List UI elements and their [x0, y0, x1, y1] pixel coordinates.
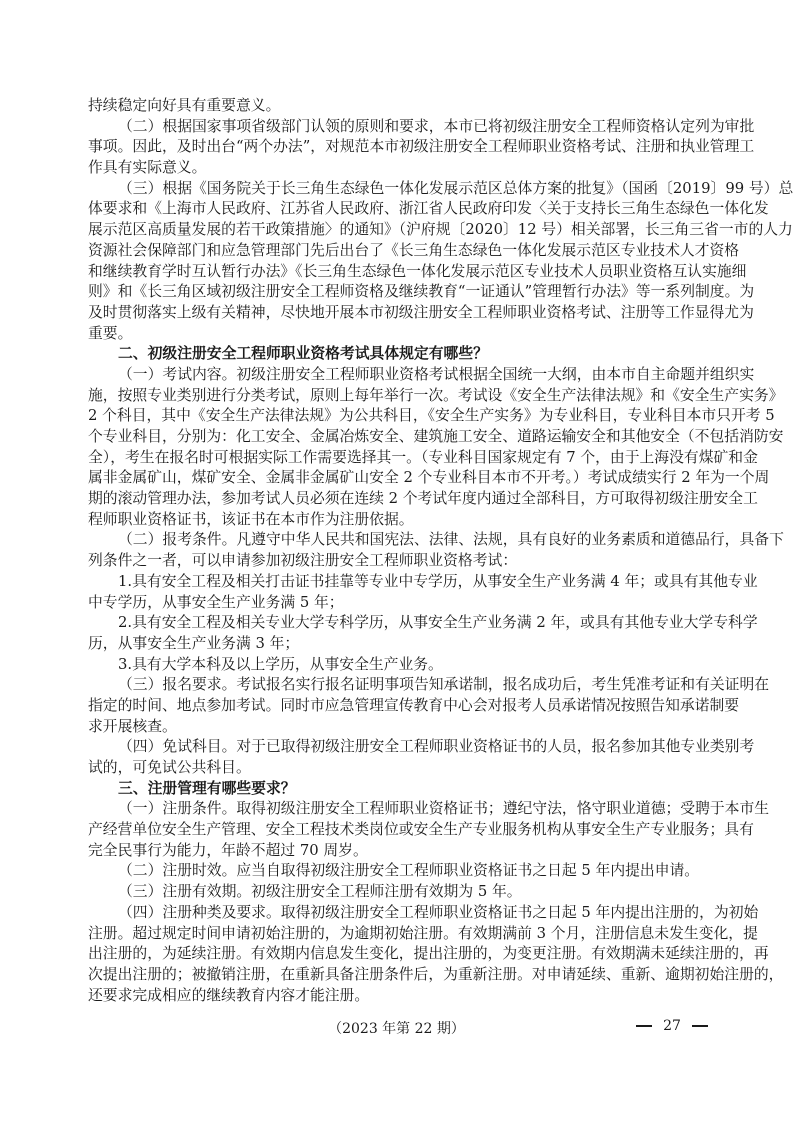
dash-right	[692, 1025, 708, 1027]
paragraph	[88, 655, 707, 676]
text-line: 个专业科目，分别为：化工安全、金属冶炼安全、建筑施工安全、道路运输安全和其他安全（不包括消防安	[88, 428, 784, 445]
text-line: 事项。因此，及时出台“两个办法”，对规范本市初级注册安全工程师职业资格考试、注册和执业管理工	[88, 138, 755, 156]
section-heading	[88, 779, 707, 800]
text-line: （二）注册时效。应当自取得初级注册安全工程师职业资格证书之日起 5 年内提出申请。	[118, 862, 700, 880]
text-line: 持续稳定向好具有重要意义。	[88, 97, 281, 114]
text-line: （一）注册条件。取得初级注册安全工程师职业资格证书；遵纪守法，恪守职业道德；受聘于本市生	[118, 800, 770, 818]
text-line: 展示范区高质量发展的若干政策措施〉的通知》（沪府规〔2020〕12 号）相关部署，长三角三省一市的人力	[88, 221, 793, 239]
dash-left	[636, 1025, 652, 1027]
text-line: 及时贯彻落实上级有关精神，尽快地开展本市初级注册安全工程师职业资格考试、注册等工作显得尤为	[88, 303, 754, 321]
text-line: 产经营单位安全生产管理、安全工程技术类岗位或安全生产专业服务机构从事安全生产专业服务；具有	[88, 821, 754, 839]
paragraph	[88, 882, 707, 903]
text-line: 出注册的，为延续注册。有效期内信息发生变化，提出注册的，为变更注册。有效期满未延续注册的，再	[88, 945, 769, 963]
text-line: （三）注册有效期。初级注册安全工程师注册有效期为 5 年。	[118, 883, 522, 901]
text-line: 1.具有安全工程及相关打击证书挂靠等专业中专学历，从事安全生产业务满 4 年；或具有其他专业	[118, 572, 758, 590]
text-line: 资源社会保障部门和应急管理部门先后出台了《长三角生态绿色一体化发展示范区专业技术人才资格	[88, 241, 740, 259]
text-line: 次提出注册的；被撤销注册，在重新具备注册条件后，为重新注册。对申请延续、重新、逾期初始注册的，	[88, 965, 784, 983]
text-line: 3.具有大学本科及以上学历，从事安全生产业务。	[118, 655, 443, 673]
section-heading	[88, 344, 707, 365]
text-line: 2 个科目，其中《安全生产法律法规》为公共科目，《安全生产实务》为专业科目，专业科目本市只开考 5	[88, 407, 775, 425]
page-number-block	[636, 1018, 708, 1034]
text-line: 则》和《长三角区域初级注册安全工程师资格及继续教育“一证通认”管理暂行办法》等一系列制度。为	[88, 283, 755, 301]
text-line: 2.具有安全工程及相关专业大学专科学历，从事安全生产业务满 2 年，或具有其他专业大学专科学	[118, 614, 758, 632]
text-line: 重要。	[88, 324, 133, 342]
paragraph	[88, 737, 755, 778]
text-line: 指定的时间、地点参加考试。同时市应急管理宣传教育中心会对报考人员承诺情况按照告知承诺制要	[88, 696, 740, 714]
text-line: （二）根据国家事项省级部门认领的原则和要求，本市已将初级注册安全工程师资格认定列为审批	[118, 117, 755, 135]
text-line: 中专学历，从事安全生产业务满 5 年；	[88, 593, 344, 611]
text-line: 施，按照专业类别进行分类考试，原则上每年举行一次。考试设《安全生产法律法规》和《安全生产实务》	[88, 386, 784, 404]
text-line: （四）注册种类及要求。取得初级注册安全工程师职业资格证书之日起 5 年内提出注册的，为初始	[118, 903, 759, 921]
text-line: 还要求完成相应的继续教育内容才能注册。	[88, 986, 370, 1004]
text-line: （三）根据《国务院关于长三角生态绿色一体化发展示范区总体方案的批复》（国函〔2019〕99 号）总	[118, 179, 793, 197]
paragraph	[88, 572, 758, 613]
document-body	[88, 96, 793, 1006]
text-line: （三）报名要求。考试报名实行报名证明事项告知承诺制，报名成功后，考生凭准考证和有关证明在	[118, 676, 770, 694]
text-line: 列条件之一者，可以申请参加初级注册安全工程师职业资格考试：	[88, 552, 518, 570]
text-line: 作具有实际意义。	[88, 159, 207, 177]
text-line: 期的滚动管理办法，参加考试人员必须在连续 2 个考试年度内通过全部科目，方可取得初级注册安全工	[88, 490, 758, 508]
paragraph	[88, 613, 758, 654]
text-line: 历，从事安全生产业务满 3 年；	[88, 634, 300, 652]
text-line: 求开展核查。	[88, 717, 177, 735]
text-line: 完全民事行为能力，年龄不超过 70 周岁。	[88, 841, 368, 859]
text-line: （四）免试科目。对于已取得初级注册安全工程师职业资格证书的人员，报名参加其他专业类别考	[118, 738, 755, 756]
paragraph	[88, 365, 784, 531]
paragraph	[88, 861, 707, 882]
text-line: 属非金属矿山，煤矿安全、金属非金属矿山安全 2 个专业科目本市不开考。）考试成绩实行 2 年为一个周	[88, 469, 770, 487]
text-line: （二）报考条件。凡遵守中华人民共和国宪法、法律、法规，具有良好的业务素质和道德品行，具备下	[118, 531, 784, 549]
text-line: 体要求和《上海市人民政府、江苏省人民政府、浙江省人民政府印发〈关于支持长三角生态绿色一体化发	[88, 200, 769, 218]
text-line: 程师职业资格证书，该证书在本市作为注册依据。	[88, 510, 414, 528]
paragraph	[88, 675, 770, 737]
text-line: 注册。超过规定时间申请初始注册的，为逾期初始注册。有效期满前 3 个月，注册信息未发生变化，提	[88, 924, 758, 942]
text-line: 全），考生在报名时可根据实际工作需要选择其一。（专业科目国家规定有 7 个，由于上海没有煤矿和金	[88, 448, 758, 466]
paragraph	[88, 117, 755, 179]
paragraph	[88, 530, 784, 571]
paragraph	[88, 799, 770, 861]
paragraph	[88, 179, 793, 345]
text-line: 试的，可免试公共科目。	[88, 759, 251, 776]
text-line: 三、注册管理有哪些要求？	[118, 779, 296, 797]
text-line: 二、初级注册安全工程师职业资格考试具体规定有哪些？	[118, 345, 488, 363]
footer-issue: （2023 年第 22 期）	[328, 1021, 465, 1037]
paragraph	[88, 903, 784, 1006]
text-line: （一）考试内容。初级注册安全工程师职业资格考试根据全国统一大纲，由本市自主命题并组织实	[118, 365, 755, 383]
paragraph	[88, 96, 707, 117]
text-line: 和继续教育学时互认暂行办法》《长三角生态绿色一体化发展示范区专业技术人员职业资格互认实施细	[88, 262, 747, 280]
page-number: 27	[663, 1018, 681, 1034]
